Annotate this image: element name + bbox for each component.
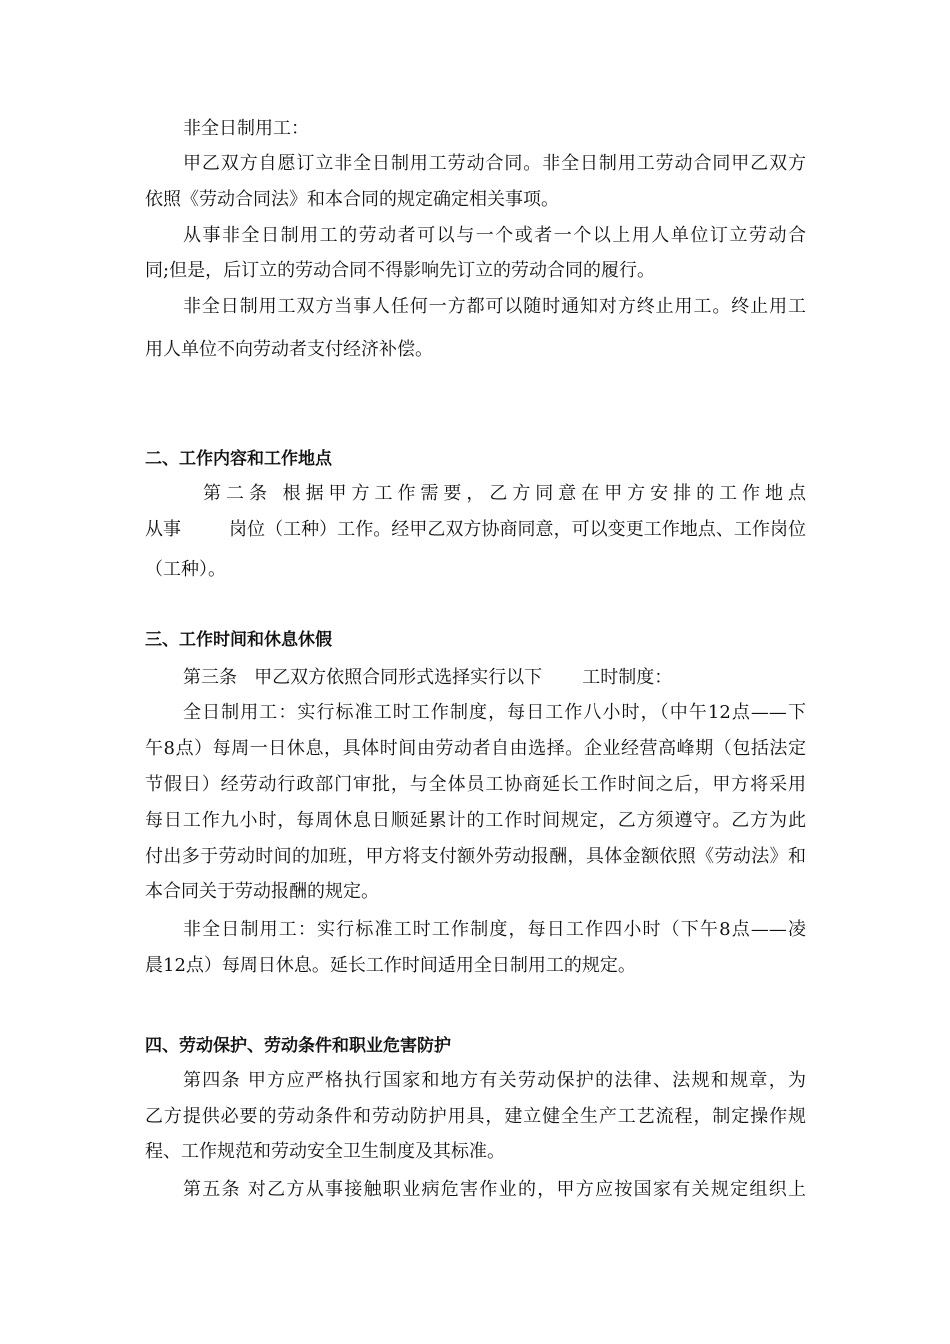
paragraph-line: 全日制用工：实行标准工时工作制度，每日工作八小时，（中午12点——下 [183, 702, 806, 723]
paragraph-line: 每日工作九小时，每周休息日顺延累计的工作时间规定，乙方须遵守。乙方为此 [145, 810, 806, 831]
paragraph-line: 甲乙双方自愿订立非全日制用工劳动合同。非全日制用工劳动合同甲乙双方 [183, 153, 806, 174]
paragraph-line: 程、工作规范和劳动安全卫生制度及其标准。 [145, 1141, 505, 1162]
paragraph-line: 同;但是，后订立的劳动合同不得影响先订立的劳动合同的履行。 [145, 260, 656, 281]
paragraph-line: 用人单位不向劳动者支付经济补偿。 [145, 339, 433, 360]
paragraph-line: 午8点）每周一日休息，具体时间由劳动者自由选择。企业经营高峰期（包括法定 [145, 738, 806, 759]
paragraph-line: 晨12点）每周日休息。延长工作时间适用全日制用工的规定。 [145, 955, 636, 976]
paragraph-line: （工种）。 [145, 559, 226, 580]
paragraph-line: 节假日）经劳动行政部门审批，与全体员工协商延长工作时间之后，甲方将采用 [145, 774, 806, 795]
paragraph-line: 本合同关于劳动报酬的规定。 [145, 881, 379, 902]
section-heading: 四、劳动保护、劳动条件和职业危害防护 [145, 1036, 451, 1056]
paragraph-line: 非全日制用工双方当事人任何一方都可以随时通知对方终止用工。终止用工 [183, 296, 806, 317]
paragraph-line: 第四条 甲方应严格执行国家和地方有关劳动保护的法律、法规和规章，为 [183, 1070, 806, 1091]
paragraph-line: 从事 [145, 519, 181, 540]
paragraph-line: 依照《劳动合同法》和本合同的规定确定相关事项。 [145, 189, 559, 210]
section-heading: 二、工作内容和工作地点 [145, 449, 332, 469]
section-heading: 三、工作时间和休息休假 [145, 630, 332, 650]
paragraph-line: 第二条 根据甲方工作需要，乙方同意在甲方安排的工作地点 [203, 483, 806, 504]
paragraph-line: 第三条 甲乙双方依照合同形式选择实行以下 工时制度： [183, 667, 673, 688]
paragraph-line: 付出多于劳动时间的加班，甲方将支付额外劳动报酬，具体金额依照《劳动法》和 [145, 846, 806, 867]
paragraph-line: 非全日制用工： [183, 118, 309, 139]
paragraph-line: 岗位（工种）工作。经甲乙双方协商同意，可以变更工作地点、工作岗位 [229, 519, 806, 540]
paragraph-line: 从事非全日制用工的劳动者可以与一个或者一个以上用人单位订立劳动合 [183, 225, 806, 246]
paragraph-line: 第五条 对乙方从事接触职业病危害作业的，甲方应按国家有关规定组织上 [183, 1179, 806, 1200]
paragraph-line: 非全日制用工：实行标准工时工作制度，每日工作四小时（下午8点——凌 [183, 919, 806, 940]
paragraph-line: 乙方提供必要的劳动条件和劳动防护用具，建立健全生产工艺流程，制定操作规 [145, 1106, 806, 1127]
